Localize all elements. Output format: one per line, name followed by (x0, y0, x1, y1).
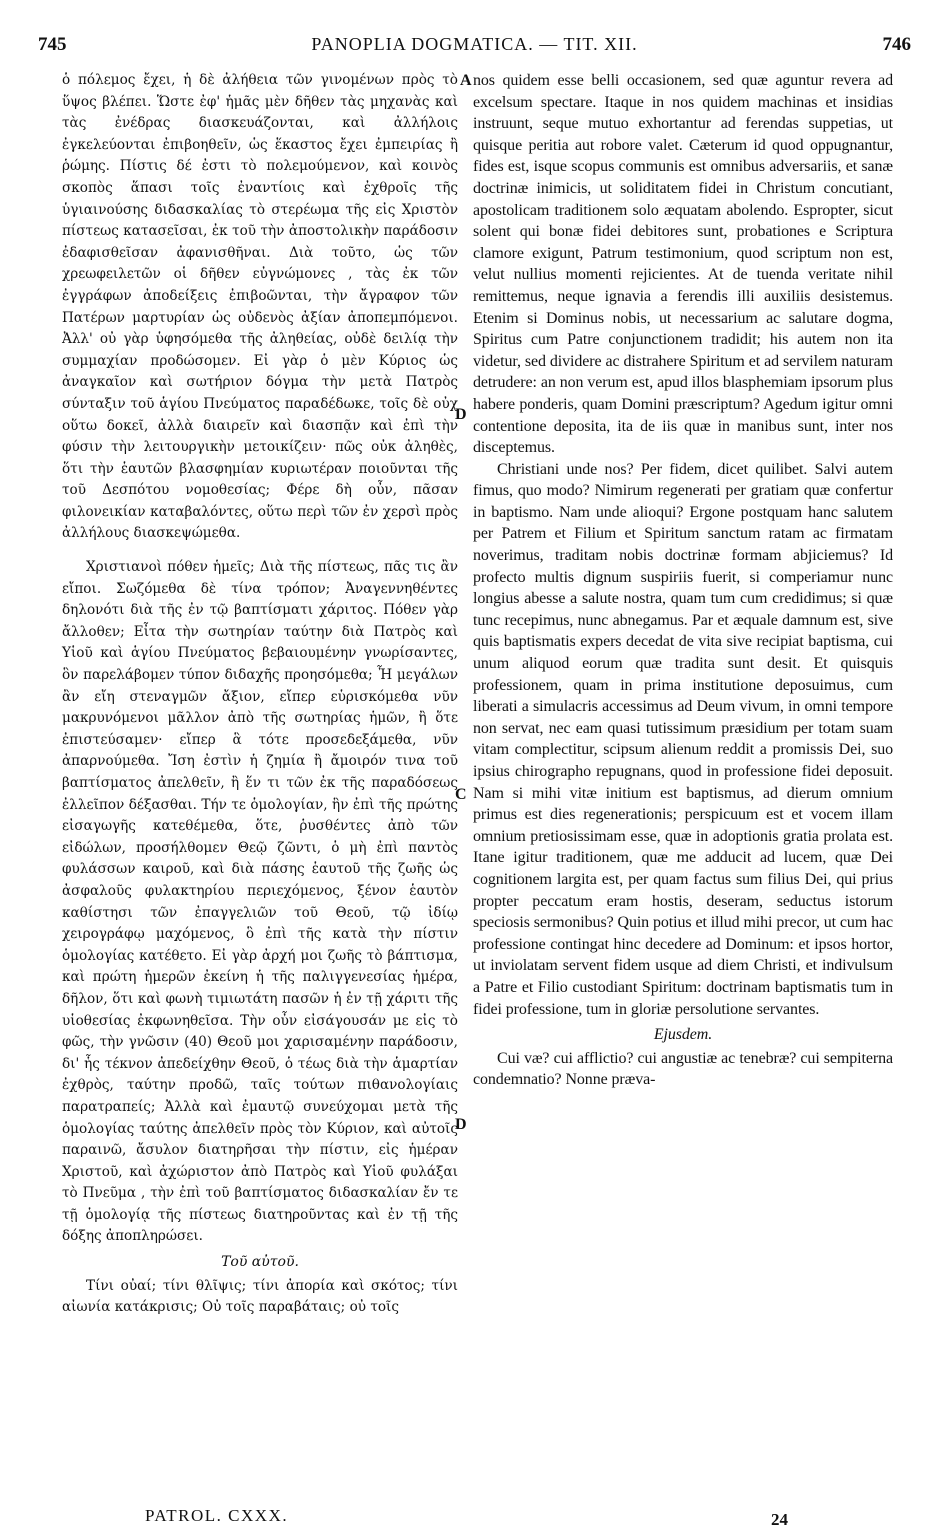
greek-column (62, 70, 458, 1319)
latin-section-heading: Ejusdem. (653, 1026, 713, 1044)
greek-paragraph: ὁ πόλεμος ἔχει, ἡ δὲ ἀλήθεια τῶν γινομένων πρὸς τὸ ὕψος βλέπει. Ὥστε ἐφ' ἡμᾶς μὲν δῆθεν τὰς μηχανὰς καὶ τὰς ἐνέδρας διασκευάζονται, καὶ ἀλλήλοις ἐγκελεύονται ἐπιβοηθεῖν, ὡς ἕκαστος ἔχει ἐμπειρίας ἢ ῥώμης. Πίστις δέ ἐστι τὸ πολεμούμενον, καὶ κοινὸς σκοπὸς ἅπασι τοῖς ἐναντίοις καὶ ἐχθροῖς τῆς ὑγιαινούσης διδασκαλίας τὸ στερέωμα τῆς εἰς Χριστὸν πίστεως κατασεῖσαι, ἐκ τοῦ τὴν ἀποστολικὴν παράδοσιν ἐδαφισθεῖσαν ἀφανισθῆναι. Διὰ τοῦτο, ὡς τῶν χρεωφειλετῶν οἱ δῆθεν εὐγνώμονες , τὰς ἐκ τῶν ἐγγράφων ἀποδείξεις ἐπιβοῶνται, τὴν ἄγραφον τῶν Πατέρων μαρτυρίαν ὡς οὐδενὸς ἀξίαν ἀποπεμπόμενοι. Ἀλλ' οὐ γὰρ ὑφησόμεθα τῆς ἀληθείας, οὐδὲ δειλίᾳ τὴν συμμαχίαν προδώσομεν. Εἰ γὰρ ὁ μὲν Κύριος ὡς ἀναγκαῖον καὶ σωτήριον δόγμα τὴν μετὰ Πατρὸς σύνταξιν τοῦ ἁγίου Πνεύματος παραδέδωκε, τοῖς δὲ οὐχ οὕτω δοκεῖ, ἀλλὰ διαιρεῖν καὶ διασπᾷν καὶ ἐπὶ τὴν φύσιν τὴν λειτουργικὴν μετοικίζειν· πῶς οὐκ ἀληθὲς, ὅτι τὴν ἑαυτῶν βλασφημίαν κυριωτέραν ποιοῦνται τῆς τοῦ Δεσπότου νομοθεσίας; Φέρε δὴ οὖν, πᾶσαν φιλονεικίαν καταβαλόντες, οὕτω περὶ τῶν ἐν χερσὶ πρὸς ἀλλήλους διασκεψώμεθα. (62, 72, 458, 542)
latin-column (473, 70, 893, 1091)
latin-paragraph: Christiani unde nos? Per fidem, dicet quilibet. Salvi autem fimus, quo modo? Nimirum regenerati per gratiam quæ confertur in baptismo. Nam unde alioqui? Ergone postquam hanc salutem per Patrem et Filium et Spiritum sanctum ratam ac firmatam noverimus, traditam nobis doctrinæ formam abjiciemus? Id profecto multis dignum suspiriis fuerit, si comperiamur nunc longius abesse a salute nostra, quam tum cum credidimus; si quæ tunc recepimus, nunc abnegamus. Par et æquale damnum est, sive quis baptismatis expers decedat de vita sive recipiat baptisma, cui unum aliquod eorum quæ tradita sunt desit. Et quisquis professionem, quam in prima institutione deposuimus, cum liberati a simulacris accessimus ad Deum vivum, in omni tempore non servat, nec eam quasi tutissimum præsidium per totam suam vitam complectitur, scipsum alienum reddit a promissis Dei, suo ipsius chirographo repugnans, quod in professione fidei deposuit. Nam si mihi vitæ initium est baptismus, ad dierum omnium primus est dies regenerationis; perspicuum est et vocem illam omnium pretiosissimam esse, quæ in adoptionis gratia prolata est. Itane igitur traditionem, quæ me adducit ad lucem, quæ Dei cognitionem largita est, per quam factus sum filius Dei, qui prius propter peccatum eram hostis, deseram, seductus istorum speciosis sermonibus? Quin potius et illud mihi precor, ut cum hac professione contingat hinc decedere ad Dominum: et ipsos hortor, ut inviolatam servent fidem usque ad diem Christi, et indivulsum a Patre et Filio custodiant Spiritum: doctrinam baptismatis tum in fidei professione, tum in gloriæ persolutione servantes. (473, 460, 893, 1018)
margin-marker-d: D (455, 1116, 467, 1133)
footer-signature: 24 (771, 1510, 788, 1529)
left-page-number: 745 (38, 34, 67, 55)
footer-volume: PATROL. CXXX. (145, 1506, 289, 1525)
page-header (38, 34, 911, 56)
right-page-number: 746 (882, 34, 911, 55)
latin-paragraph: Cui væ? cui afflictio? cui angustiæ ac tenebræ? cui sempiterna condemnatio? Nonne præva- (473, 1049, 893, 1089)
margin-marker-c: C (455, 786, 467, 803)
greek-paragraph: Χριστιανοὶ πόθεν ἡμεῖς; Διὰ τῆς πίστεως, πᾶς τις ἂν εἴποι. Σωζόμεθα δὲ τίνα τρόπον; Ἀναγεννηθέντες δηλονότι διὰ τῆς ἐν τῷ βαπτίσματι χάριτος. Πόθεν γὰρ ἄλλοθεν; Εἶτα τὴν σωτηρίαν ταύτην διὰ Πατρὸς καὶ Υἱοῦ καὶ ἁγίου Πνεύματος βεβαιουμένην γνωρίσαντες, ὃν παρελάβομεν τύπον διδαχῆς προησόμεθα; Ἦ μεγάλων ἂν εἴη στεναγμῶν ἄξιον, εἴπερ εὑρισκόμεθα νῦν μακρυνόμενοι μᾶλλον ἀπὸ τῆς σωτηρίας ἡμῶν, ἢ ὅτε ἐπιστεύσαμεν· εἴπερ ἃ τότε προσεδεξάμεθα, νῦν ἀπαρνούμεθα. Ἴση ἐστὶν ἡ ζημία ἢ ἄμοιρόν τινα τοῦ βαπτίσματος ἀπελθεῖν, ἢ ἕν τι τῶν ἐκ τῆς παραδόσεως ἐλλεῖπον δέξασθαι. Τήν τε ὁμολογίαν, ἣν ἐπὶ τῆς πρώτης εἰσαγωγῆς κατεθέμεθα, ὅτε, ῥυσθέντες ἀπὸ τῶν εἰδώλων, προσήλθομεν Θεῷ ζῶντι, ὁ μὴ ἐπὶ παντὸς φυλάσσων καιροῦ, καὶ διὰ πάσης ἑαυτοῦ τῆς ζωῆς ὡς ἀσφαλοῦς φυλακτηρίου περιεχόμενος, ξένον ἑαυτὸν καθίστησι τῶν ἐπαγγελιῶν τοῦ Θεοῦ, τῷ ἰδίῳ χειρογράφῳ μαχόμενος, ὃ ἐπὶ τῆς κατὰ τὴν πίστιν ὁμολογίας κατέθετο. Εἰ γὰρ ἀρχή μοι ζωῆς τὸ βάπτισμα, καὶ πρώτη ἡμερῶν ἐκείνη ἡ τῆς παλιγγενεσίας ἡμέρα, δῆλον, ὅτι καὶ φωνὴ τιμιωτάτη πασῶν ἡ ἐν τῇ χάριτι τῆς υἱοθεσίας ἐκφωνηθεῖσα. Τὴν οὖν εἰσάγουσάν με εἰς τὸ φῶς, τὴν γνῶσιν (40) Θεοῦ μοι χαρισαμένην παράδοσιν, δι' ἧς τέκνον ἀπεδείχθην Θεοῦ, ὁ τέως διὰ τὴν ἁμαρτίαν ἐχθρὸς, ταύτην προδῶ, ταῖς τούτων πιθανολογίαις παρατραπείς; Ἀλλὰ καὶ ἐμαυτῷ συνεύχομαι μετὰ τῆς ὁμολογίας ταύτης ἀπελθεῖν πρὸς τὸν Κύριον, καὶ αὐτοῖς παραινῶ, ἄσυλον διατηρῆσαι τὴν πίστιν, εἰς ἡμέραν Χριστοῦ, καὶ ἀχώριστον ἀπὸ Πατρὸς καὶ Υἱοῦ φυλάξαι τὸ Πνεῦμα , τὴν ἐπὶ τοῦ βαπτίσματος διδασκαλίαν ἔν τε τῇ ὁμολογίᾳ τῆς πίστεως διατηροῦντας καὶ ἐν τῇ τῆς δόξης ἀποπληρώσει. (62, 559, 458, 1245)
greek-section-heading: Τοῦ αὐτοῦ. (221, 1254, 299, 1271)
margin-marker-d: D (455, 406, 467, 423)
margin-marker-a: A (460, 72, 472, 89)
running-title: PANOPLIA DOGMATICA. — TIT. XII. (311, 34, 638, 54)
greek-paragraph: Τίνι οὐαί; τίνι θλῖψις; τίνι ἀπορία καὶ σκότος; τίνι αἰωνία κατάκρισις; Οὐ τοῖς παραβάταις; οὐ τοῖς (62, 1277, 458, 1316)
latin-paragraph: nos quidem esse belli occasionem, sed quæ aguntur revera ad excelsum spectare. Itaque in nos quidem machinas et insidias instruunt, seque mutuo exhortantur ad ferendas suppetias, ut quisque peritia aut robore valet. Cæterum id quod oppugnantur, fides est, isque scopus communis est omnibus adversariis, et sanæ doctrinæ inimicis, ut soliditatem fidei in Christum concutiant, apostolicam traditionem solo æquatam abolendo. Espropter, sicut solent qui bonæ fidei debitores sunt, probationes e Scriptura clamore exigunt, Patrum testimonium, quod scriptum non est, velut nullius momenti rejicientes. At de tuenda veritate nihil remittemus, neque ignavia a ferendis illi auxiliis desistemus. Etenim si Dominus nobis, ut necessarium ac salutare dogma, Spiritus cum Patre conjunctionem tradidit; his autem non ita videtur, sed dividere ac distrahere Spiritum et ad servilem naturam detrudere: an non verum est, apud illos blasphemiam ipsorum plus habere ponderis, quam Domini præscriptum? Agedum igitur omni contentione deposita, ita de iis quæ in manibus sunt, inter nos disceptemus. (473, 72, 893, 457)
